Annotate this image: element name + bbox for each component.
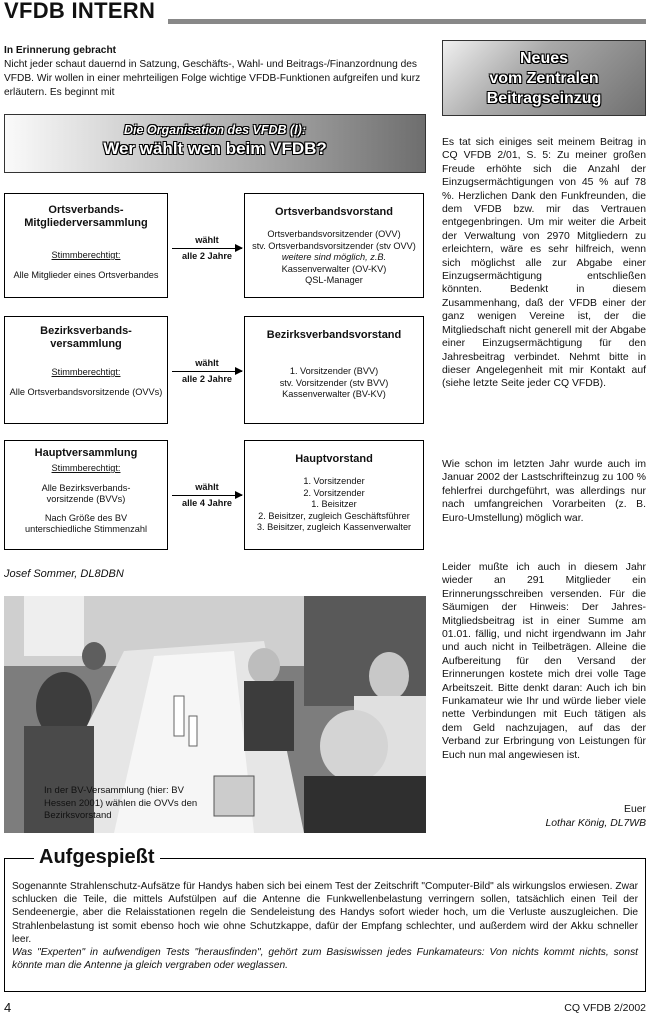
author-signature: Josef Sommer, DL8DBN bbox=[4, 568, 124, 580]
box-line: Kassenverwalter (OV-KV) bbox=[281, 263, 387, 274]
page-number: 4 bbox=[4, 1000, 12, 1015]
box-line: weitere sind möglich, z.B. bbox=[281, 252, 387, 262]
right-banner bbox=[442, 40, 646, 116]
box-title: Ortsverbands-Mitgliederversammlung bbox=[24, 204, 148, 229]
right-banner-line: vom Zentralen bbox=[489, 70, 599, 87]
arrow-label-bottom: alle 2 Jahre bbox=[181, 374, 233, 384]
diagram-banner-subtitle: Die Organisation des VFDB (I): bbox=[124, 123, 306, 137]
box-text: Alle Mitglieder eines Ortsverbandes bbox=[13, 269, 159, 280]
arrow-label-top: wählt bbox=[195, 482, 219, 492]
box-ortsverbandsvorstand bbox=[244, 193, 424, 298]
right-signature: Lothar König, DL7WB bbox=[545, 818, 646, 829]
box-text: Alle Bezirksverbands-vorsitzende (BVVs) bbox=[41, 482, 131, 504]
box-hauptversammlung bbox=[4, 440, 168, 550]
right-banner-line: Neues bbox=[519, 50, 569, 67]
aufgespiesst-title: Aufgespießt bbox=[34, 846, 160, 869]
arrow-label-top: wählt bbox=[195, 358, 219, 368]
right-paragraph-3: Leider mußte ich auch in diesem Jahr wieder an 291 Mitglieder ein Erinnerungsschreiben versenden. Für die Säumigen der Hinweis: Der Jahres-Mitgliedsbeitrag ist in einer Summe am 01.01. fällig, und nicht irgendwann im Jahr und auch nicht in Teilbeträgen. Alleine die Aufbereitung für den Versand der Erinnerungen kostete mich drei volle Tage Arbeitszeit. Bitte denkt daran: Auch ich bin Funkamateur wie Ihr und würde lieber viele nette Verbindungen mit Euch tätigen als dem Geld nachzujagen, auf das der Verband zur Erbringung von Leistungen für Euch nun mal angewiesen ist. bbox=[442, 562, 646, 761]
diagram-banner-title: Wer wählt wen beim VFDB? bbox=[103, 139, 327, 158]
box-bezirksverbandsvorstand bbox=[244, 316, 424, 424]
box-line: stv. Vorsitzender (stv BVV) bbox=[279, 377, 389, 388]
box-line: Ortsverbandsvorsitzender (OVV) bbox=[267, 229, 401, 239]
box-text: Alle Ortsverbandsvorsitzende (OVVs) bbox=[9, 386, 163, 397]
right-closing: Euer bbox=[624, 804, 646, 815]
box-label: Stimmberechtigt: bbox=[51, 250, 121, 260]
box-line: QSL-Manager bbox=[305, 275, 363, 285]
box-bezirksverbandsversammlung bbox=[4, 316, 168, 424]
arrow-row1 bbox=[172, 248, 242, 249]
right-paragraph-1: Es tat sich einiges seit meinem Beitrag in CQ VFDB 2/01, S. 5: Zu meiner großen Freude erhöhte sich die Anzahl der Einzugsermächtigungen von 45 % auf 78 %. Herzlichen Dank den Funkfreunden, die dem VFDB bzw. mir das Vertrauen entgegenbringen. Um mir weiter die Arbeit der Verwaltung von 2970 Mitgliedern zu erleichtern, wäre es sehr hilfreich, wenn sich möglichst alle zur Abgabe einer Einzugsermächtigung entschließen könnten. Bedenkt in diesem Zusammenhang, daß der VFDB einer der ganz wenigen Vereine ist, der die Mitgliedschaft nicht generell mit der Abgabe einer Einzugsermächtigung für den Jahresbeitrag verbindet. Nehmt bitte in dieser Angelegenheit mit mir Kontakt auf (siehe letzte Seite jeder CQ VFDB). bbox=[442, 137, 646, 390]
diagram-banner bbox=[4, 114, 426, 173]
aufgespiesst-quote: Was "Experten" in aufwendigen Tests "herausfinden", gehört zum Basiswissen jedes Funkamateurs: Von nichts kommt nichts, sonst könnte man die Antenne ja gleich vergraben oder weglassen. bbox=[12, 947, 638, 972]
box-line: 2. Vorsitzender bbox=[303, 487, 365, 498]
box-line: 1. Vorsitzender (BVV) bbox=[289, 366, 379, 376]
box-line: 1. Beisitzer bbox=[311, 499, 357, 509]
page-title: VFDB INTERN bbox=[4, 0, 156, 23]
photo-caption: In der BV-Versammlung (hier: BV Hessen 2001) wählen die OVVs den Bezirksvorstand bbox=[44, 785, 198, 821]
intro-section bbox=[4, 44, 428, 100]
box-line: 1. Vorsitzender bbox=[303, 476, 365, 486]
box-line: stv. Ortsverbandsvorsitzender (stv OVV) bbox=[252, 240, 416, 251]
box-title: Hauptversammlung bbox=[34, 447, 138, 459]
box-title: Hauptvorstand bbox=[295, 453, 373, 465]
box-line: 3. Beisitzer, zugleich Kassenverwalter bbox=[256, 522, 412, 532]
right-paragraph-2: Wie schon im letzten Jahr wurde auch im Januar 2002 der Lastschrifteinzug zu 100 % fehlerfrei durchgeführt, was allerdings nur nach umfangreichen Vorarbeiten (z. B. Euro-Umstellung) möglich war. bbox=[442, 459, 646, 524]
arrow-row2 bbox=[172, 371, 242, 372]
box-title: Ortsverbandsvorstand bbox=[275, 206, 393, 218]
box-label: Stimmberechtigt: bbox=[51, 463, 121, 473]
box-title: Bezirksverbandsvorstand bbox=[266, 329, 402, 341]
box-line: Kassenverwalter (BV-KV) bbox=[282, 389, 386, 399]
box-note: Nach Größe des BV unterschiedliche Stimmenzahl bbox=[24, 512, 148, 534]
box-line: 2. Beisitzer, zugleich Geschäftsführer bbox=[258, 510, 410, 521]
arrow-label-bottom: alle 2 Jahre bbox=[181, 251, 233, 261]
title-rule bbox=[168, 19, 646, 24]
intro-heading: In Erinnerung gebracht bbox=[4, 45, 117, 56]
box-ov-mitgliederversammlung bbox=[4, 193, 168, 298]
aufgespiesst-body bbox=[12, 880, 638, 972]
box-hauptvorstand bbox=[244, 440, 424, 550]
arrow-label-top: wählt bbox=[195, 235, 219, 245]
arrow-row3 bbox=[172, 495, 242, 496]
arrow-label-bottom: alle 4 Jahre bbox=[181, 498, 233, 508]
box-title: Bezirksverbands-versammlung bbox=[40, 325, 132, 350]
aufgespiesst-text: Sogenannte Strahlenschutz-Aufsätze für Handys haben sich bei einem Test der Zeitschrift "Computer-Bild" als wirkungslos erwiesen. Zwar schlucken die Teile, die mittels Aufstülpen auf die Antenne die Funkwellenbelastung verringern sollen, tatsächlich einen Teil der Sendeenergie, aber die Relaisstationen regeln die Sendeleistung des Handys sofort wieder hoch, um die Verluste auszugleichen. Die Strahlenbelastung ist somit ebenso hoch wie ohne Schutzkappe, dafür der Empfang schlechter, und außerdem wird der Akku schneller leer. bbox=[12, 881, 638, 945]
box-label: Stimmberechtigt: bbox=[51, 367, 121, 377]
issue-label: CQ VFDB 2/2002 bbox=[564, 1002, 646, 1014]
right-banner-line: Beitragseinzug bbox=[486, 90, 602, 107]
intro-text: Nicht jeder schaut dauernd in Satzung, Geschäfts-, Wahl- und Beitrags-/Finanzordnung des VFDB. Wir wollen in einer mehrteiligen Folge wichtige VFDB-Funktionen aufgreifen und kurz erläutern. Es beginnt mit bbox=[4, 59, 421, 98]
